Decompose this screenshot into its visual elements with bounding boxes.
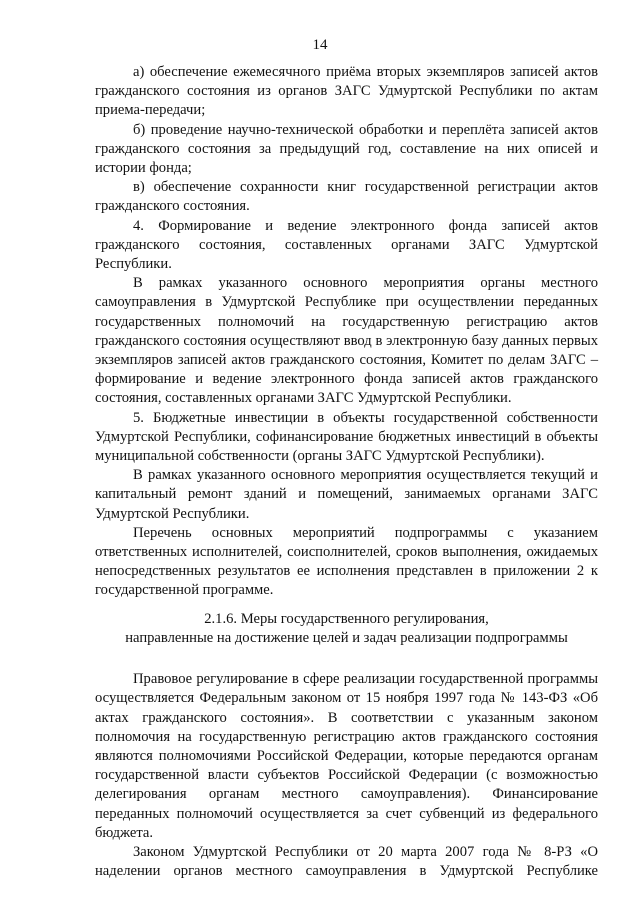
paragraph: В рамках указанного основного мероприятия органы местного самоуправления в Удмуртской Республике при осуществлении переданных государственных полномочий на государственную регистрацию актов гражданского состояния осуществляют ввод в электронную базу данных первых экземпляров записей актов гражданского состояния, Комитет по делам ЗАГС – формирование и ведение электронного фонда записей актов гражданского состояния, составленных органами ЗАГС Удмуртской Республики. bbox=[95, 275, 598, 407]
paragraph: в) обеспечение сохранности книг государственной регистрации актов гражданского состояния. bbox=[95, 179, 598, 215]
section-heading-line-1: 2.1.6. Меры государственного регулирования, bbox=[204, 610, 489, 627]
paragraph: 4. Формирование и ведение электронного фонда записей актов гражданского состояния, составленных органами ЗАГС Удмуртской Республики. bbox=[95, 217, 598, 273]
spacer bbox=[95, 648, 598, 670]
paragraph: Законом Удмуртской Республики от 20 марта 2007 года № 8-РЗ «О наделении органов местного самоуправления в Удмуртской Республике bbox=[95, 843, 598, 880]
paragraph: а) обеспечение ежемесячного приёма вторых экземпляров записей актов гражданского состояния из органов ЗАГС Удмуртской Республики по актам приема-передачи; bbox=[95, 64, 598, 119]
spacer bbox=[95, 601, 598, 610]
paragraph: б) проведение научно-технической обработки и переплёта записей актов гражданского состояния за предыдущий год, составление на них описей и истории фонда; bbox=[95, 121, 598, 177]
page-number: 14 bbox=[312, 37, 328, 53]
paragraph: В рамках указанного основного мероприятия осуществляется текущий и капитальный ремонт зданий и помещений, занимаемых органами ЗАГС Удмуртской Республики. bbox=[95, 467, 598, 522]
paragraph: Перечень основных мероприятий подпрограммы с указанием ответственных исполнителей, соисполнителей, сроков выполнения, ожидаемых непосредственных результатов ее исполнения представлен в приложении 2 к государственной программе. bbox=[95, 524, 598, 599]
section-heading-line-2: направленные на достижение целей и задач реализации подпрограммы bbox=[125, 629, 568, 646]
paragraph: 5. Бюджетные инвестиции в объекты государственной собственности Удмуртской Республики, софинансирование бюджетных инвестиций в объекты муниципальной собственности (органы ЗАГС Удмуртской Республики). bbox=[95, 409, 598, 465]
document-body bbox=[95, 63, 598, 881]
paragraph: Правовое регулирование в сфере реализации государственной программы осуществляется Федеральным законом от 15 ноября 1997 года № 143-ФЗ «Об актах гражданского состояния». В соответствии с указанным законом полномочия на государственную регистрацию актов гражданского состояния являются полномочиями Российской Федерации, которые передаются органам государственной власти субъектов Российской Федерации (с возможностью делегирования органам местного самоуправления). Финансирование переданных полномочий осуществляется за счет субвенций из федерального бюджета. bbox=[95, 671, 598, 841]
